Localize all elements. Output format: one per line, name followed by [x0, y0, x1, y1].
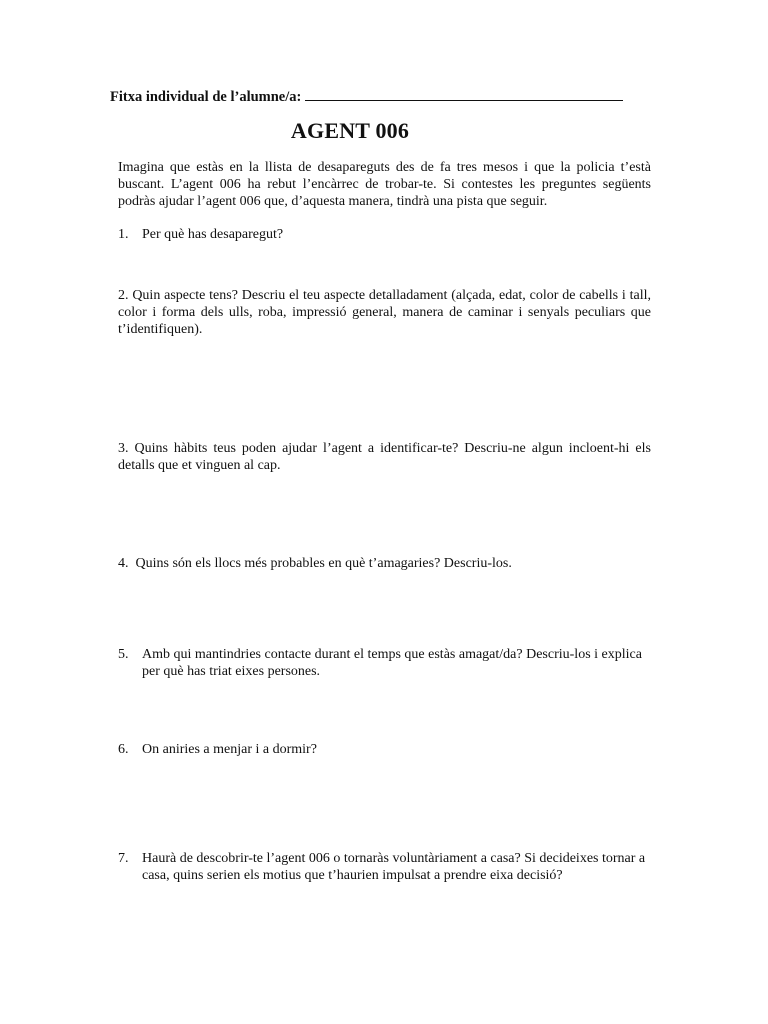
question-number: 7.	[118, 851, 129, 866]
question-text: 3. Quins hàbits teus poden ajudar l’agent a identificar-te? Descriu-ne algun incloent-hi els detalls que et vinguen al cap.	[118, 441, 651, 473]
question-number: 6.	[118, 742, 129, 757]
page-title: AGENT 006	[290, 118, 410, 143]
question-text: 4. Quins són els llocs més probables en què t’amagaries? Descriu-los.	[118, 556, 512, 571]
question-2	[118, 287, 651, 338]
student-name-label: Fitxa individual de l’alumne/a:	[110, 89, 302, 105]
question-number: 1.	[118, 227, 129, 242]
question-number: 5.	[118, 647, 129, 662]
question-4	[118, 555, 651, 572]
student-name-line	[110, 86, 623, 106]
question-1	[118, 226, 651, 243]
question-text: 2. Quin aspecte tens? Descriu el teu aspecte detalladament (alçada, edat, color de cabells i tall, color i forma dels ulls, roba, impressió general, manera de caminar i senyals peculiars que t’identifiquen).	[118, 288, 651, 337]
question-text: Amb qui mantindries contacte durant el temps que estàs amagat/da? Descriu-los i explica per què has triat eixes persones.	[142, 647, 642, 679]
intro-paragraph: Imagina que estàs en la llista de desapareguts des de fa tres mesos i que la policia t’està buscant. L’agent 006 ha rebut l’encàrrec de trobar-te. Si contestes les preguntes següents podràs ajudar l’agent 006 que, d’aquesta manera, tindrà una pista que seguir.	[118, 160, 651, 209]
question-3	[118, 440, 651, 474]
question-7	[118, 850, 651, 884]
question-text: On aniries a menjar i a dormir?	[142, 742, 317, 757]
question-5	[118, 646, 651, 680]
question-text: Haurà de descobrir-te l’agent 006 o tornaràs voluntàriament a casa? Si decideixes tornar a casa, quins serien els motius que t’haurien impulsat a prendre eixa decisió?	[142, 851, 646, 883]
question-text: Per què has desaparegut?	[142, 227, 284, 242]
student-name-blank[interactable]	[305, 86, 623, 101]
question-6	[118, 741, 651, 758]
